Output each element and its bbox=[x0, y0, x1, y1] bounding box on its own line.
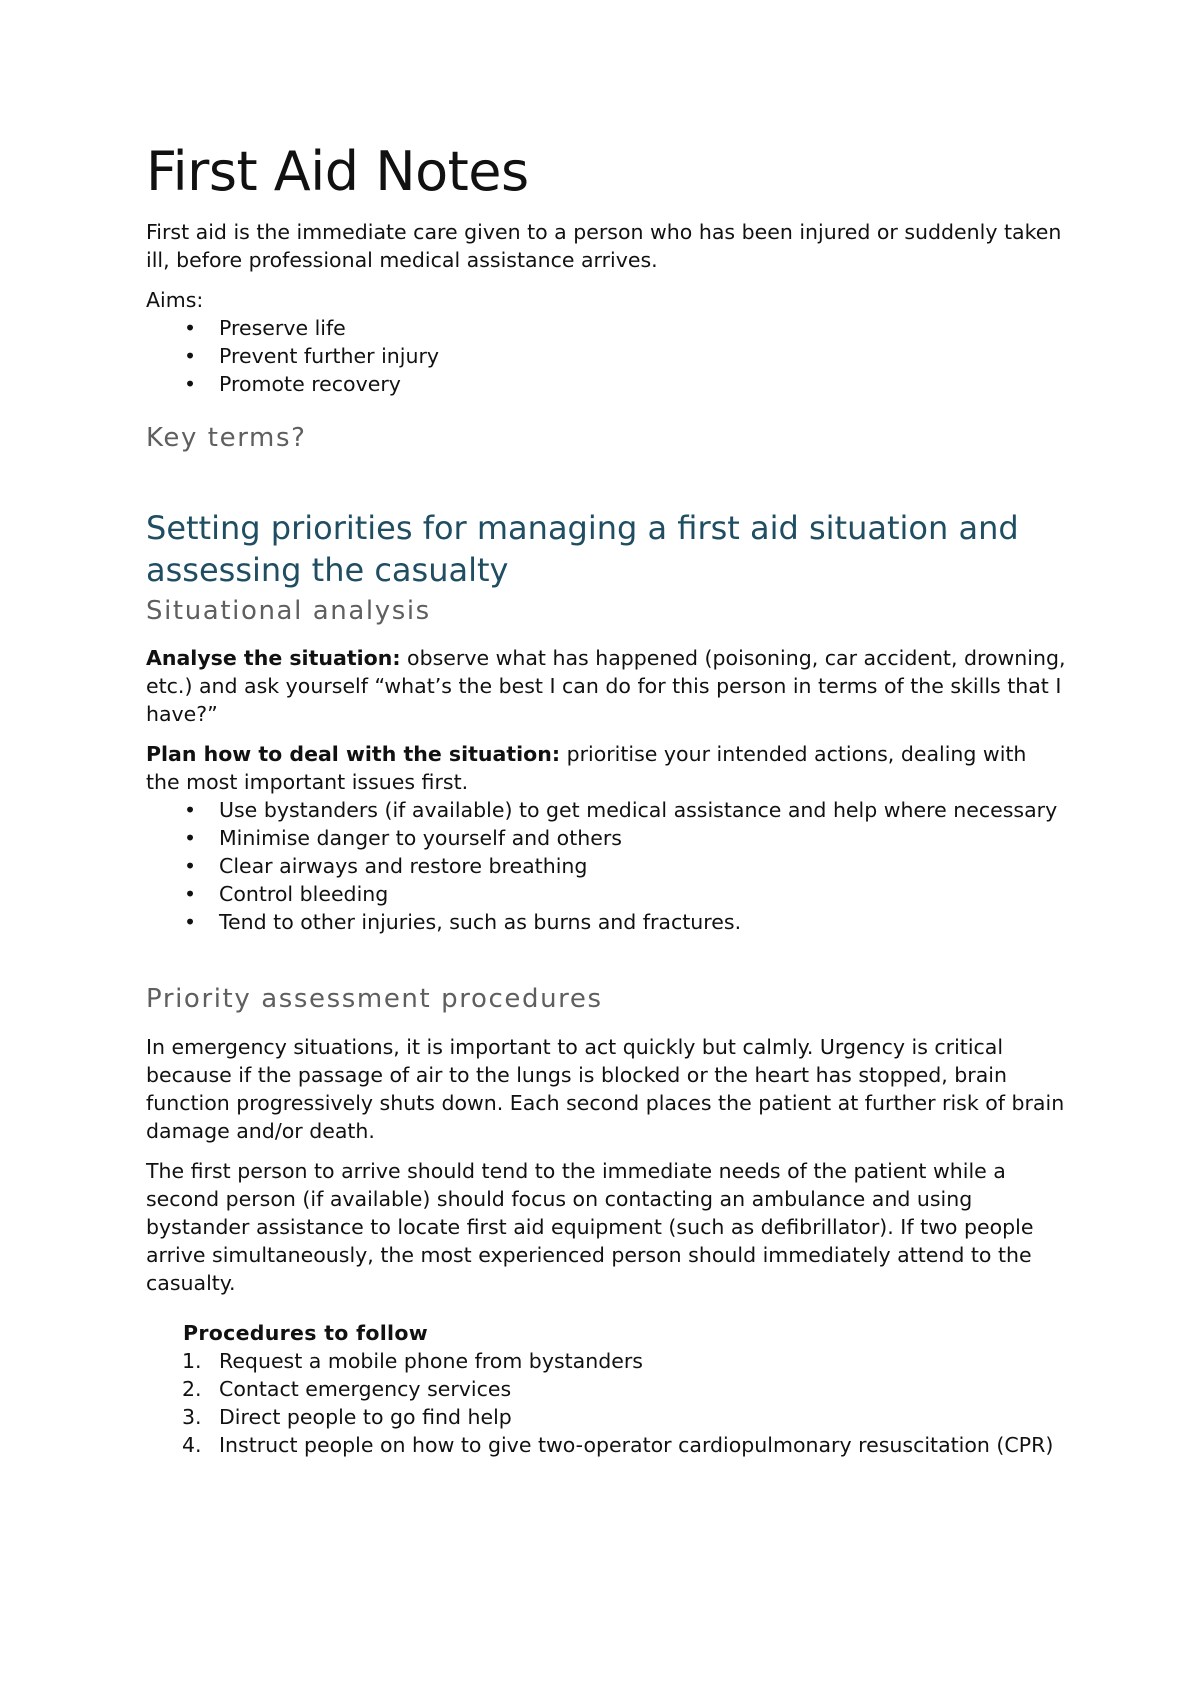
analyse-label: Analyse the situation: bbox=[146, 646, 401, 670]
plan-paragraph bbox=[146, 740, 1066, 796]
plan-text: prioritise your intended actions, dealing with the most important issues first. bbox=[146, 742, 1027, 794]
list-item: 2. Contact emergency services bbox=[182, 1377, 512, 1401]
list-item: • Prevent further injury bbox=[184, 344, 440, 368]
situational-analysis-heading: Situational analysis bbox=[146, 596, 431, 626]
bullet-icon: • bbox=[184, 882, 197, 906]
list-item: 1. Request a mobile phone from bystanders bbox=[182, 1349, 643, 1373]
key-terms-heading: Key terms? bbox=[146, 423, 307, 453]
analyse-text: observe what has happened (poisoning, car accident, drowning, etc.) and ask yourself “what’s the best I can do for this person in terms of the skills that I have?” bbox=[146, 646, 1066, 726]
list-item: • Preserve life bbox=[184, 316, 346, 340]
page-title: First Aid Notes bbox=[146, 140, 529, 203]
bullet-icon: • bbox=[184, 826, 197, 850]
list-item: • Use bystanders (if available) to get medical assistance and help where necessary bbox=[184, 798, 1058, 822]
step-number: 2. bbox=[182, 1377, 202, 1401]
step-number: 1. bbox=[182, 1349, 202, 1373]
priority-paragraph-2: The first person to arrive should tend to the immediate needs of the patient while a second person (if available) should focus on contacting an ambulance and using bystander assistance to locate first aid equipment (such as defibrillator). If two people arrive simultaneously, the most experienced person should immediately attend to the casualty. bbox=[146, 1159, 1034, 1295]
list-item: • Minimise danger to yourself and others bbox=[184, 826, 622, 850]
analyse-paragraph bbox=[146, 644, 1066, 728]
priority-paragraph-1: In emergency situations, it is important to act quickly but calmly. Urgency is critical because if the passage of air to the lungs is blocked or the heart has stopped, brain function progressively shuts down. Each second places the patient at further risk of brain damage and/or death. bbox=[146, 1035, 1065, 1143]
aims-list bbox=[146, 314, 1066, 398]
aims-label: Aims: bbox=[146, 288, 204, 312]
bullet-icon: • bbox=[184, 854, 197, 878]
bullet-icon: • bbox=[184, 316, 197, 340]
procedures-heading: Procedures to follow bbox=[183, 1321, 428, 1345]
section-heading: Setting priorities for managing a first aid situation and assessing the casualty bbox=[146, 509, 1019, 589]
list-item: • Tend to other injuries, such as burns and fractures. bbox=[184, 910, 742, 934]
list-item: • Clear airways and restore breathing bbox=[184, 854, 588, 878]
document-page bbox=[146, 140, 1066, 1459]
bullet-icon: • bbox=[184, 798, 197, 822]
step-number: 4. bbox=[182, 1433, 202, 1457]
bullet-icon: • bbox=[184, 344, 197, 368]
list-item: • Control bleeding bbox=[184, 882, 389, 906]
step-number: 3. bbox=[182, 1405, 202, 1429]
priority-assessment-heading: Priority assessment procedures bbox=[146, 984, 603, 1014]
bullet-icon: • bbox=[184, 910, 197, 934]
list-item: • Promote recovery bbox=[184, 372, 401, 396]
plan-label: Plan how to deal with the situation: bbox=[146, 742, 561, 766]
bullet-icon: • bbox=[184, 372, 197, 396]
list-item: 4. Instruct people on how to give two-operator cardiopulmonary resuscitation (CPR) bbox=[182, 1433, 1054, 1457]
procedures-list bbox=[146, 1347, 1066, 1459]
situational-list bbox=[146, 796, 1066, 936]
list-item: 3. Direct people to go find help bbox=[182, 1405, 512, 1429]
intro-paragraph: First aid is the immediate care given to a person who has been injured or suddenly taken ill, before professional medical assistance arrives. bbox=[146, 220, 1062, 272]
